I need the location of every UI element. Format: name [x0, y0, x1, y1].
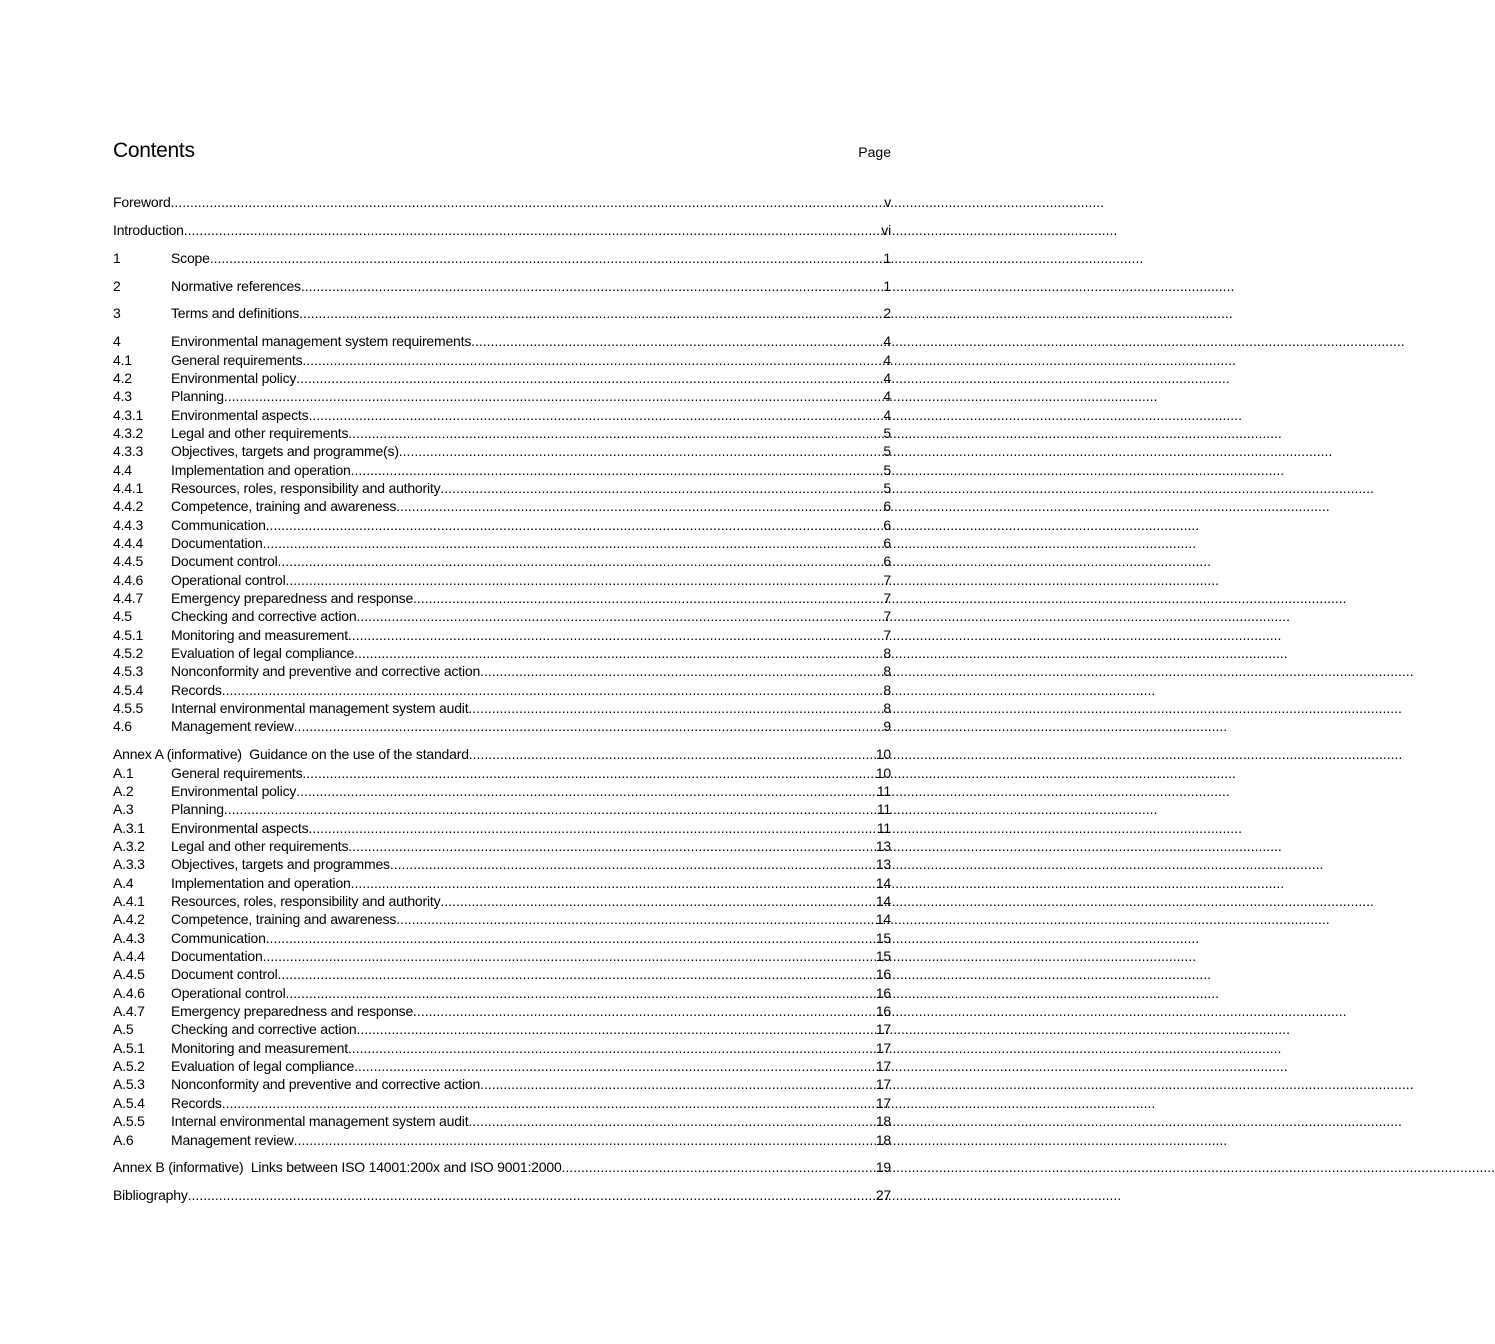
toc-entry-page-number: 1	[883, 249, 891, 266]
toc-entry[interactable]	[113, 221, 891, 239]
toc-entry-number: A.3.3	[113, 856, 145, 873]
toc-entry-number: A.4.6	[113, 984, 145, 1001]
toc-entry-title: Objectives, targets and programmes	[171, 856, 390, 873]
toc-entry-number: A.4.4	[113, 948, 145, 965]
toc-entry-title: Resources, roles, responsibility and authority	[171, 479, 441, 496]
toc-entry-title: Normative references	[171, 277, 301, 294]
toc-entry[interactable]	[113, 406, 891, 424]
toc-entry-page-number: 4	[883, 406, 891, 423]
toc-entry[interactable]	[113, 984, 891, 1002]
dot-leader	[278, 965, 875, 983]
toc-entry-title: Objectives, targets and programme(s)	[171, 443, 399, 460]
toc-entry-page-number: 11	[876, 819, 891, 836]
dot-leader	[263, 534, 883, 552]
toc-entry-title: Management review	[171, 1131, 294, 1148]
toc-entry[interactable]	[113, 571, 891, 589]
toc-entry-number: 4.3.3	[113, 443, 144, 460]
toc-entry[interactable]	[113, 662, 891, 680]
toc-entry-number: A.5.2	[113, 1058, 145, 1075]
toc-entry[interactable]	[113, 304, 891, 322]
toc-entry[interactable]	[113, 1020, 891, 1038]
toc-entry-page-number: 7	[883, 590, 891, 607]
toc-entry-title: Checking and corrective action	[171, 608, 357, 625]
annex-informative-label: (informative)	[166, 746, 242, 763]
toc-entry[interactable]	[113, 626, 891, 644]
dot-leader	[469, 745, 875, 763]
toc-entry-page-number: 4	[883, 369, 891, 386]
toc-entry-number: A.2	[113, 782, 134, 799]
dot-leader	[351, 461, 883, 479]
toc-entry-title: Resources, roles, responsibility and authority	[171, 893, 441, 910]
toc-entry-number: 4.4	[113, 461, 132, 478]
toc-entry[interactable]	[113, 1002, 891, 1020]
toc-entry-page-number: 16	[875, 966, 891, 983]
toc-entry-title: Planning	[171, 801, 224, 818]
toc-entry-number: A.4.3	[113, 929, 145, 946]
toc-entry-title: Operational control	[171, 571, 286, 588]
toc-entry-title: Monitoring and measurement	[171, 626, 348, 643]
toc-entry[interactable]	[113, 497, 891, 515]
toc-entry-number: A.4.2	[113, 911, 145, 928]
toc-entry[interactable]	[113, 1039, 891, 1057]
dot-leader	[210, 249, 883, 267]
toc-entry-page-number: 7	[883, 571, 891, 588]
toc-entry-title: Operational control	[171, 984, 286, 1001]
dot-leader	[562, 1158, 875, 1176]
toc-entry-title: Checking and corrective action	[171, 1021, 357, 1038]
toc-entry-title: Documentation	[171, 948, 263, 965]
annex-title: Links between ISO 14001:200x and ISO 9001:2000	[250, 1159, 562, 1176]
dot-leader	[480, 1075, 875, 1093]
toc-entry[interactable]	[113, 351, 891, 369]
toc-entry-title: Communication	[171, 516, 266, 533]
toc-entry[interactable]	[113, 193, 891, 211]
contents-page	[113, 139, 891, 1205]
dot-leader	[302, 351, 882, 369]
toc-entry-number: A.4.7	[113, 1003, 145, 1020]
toc-entry-page-number: 4	[883, 388, 891, 405]
toc-entry[interactable]	[113, 800, 891, 818]
dot-leader	[222, 681, 883, 699]
toc-entry-title: Nonconformity and preventive and corrective action	[171, 663, 481, 680]
toc-entry-number: 4.4.6	[113, 571, 144, 588]
toc-entry-number: A.4.1	[113, 893, 145, 910]
toc-entry-number: 4	[113, 333, 121, 350]
toc-entry[interactable]	[113, 369, 891, 387]
dot-leader	[480, 662, 882, 680]
toc-entry[interactable]	[113, 516, 891, 534]
toc-entry[interactable]	[113, 965, 891, 983]
toc-entry[interactable]	[113, 552, 891, 570]
toc-entry[interactable]	[113, 1158, 891, 1176]
toc-entry[interactable]	[113, 424, 891, 442]
toc-entry-number: 4.5.2	[113, 645, 144, 662]
toc-entry-page-number: 13	[875, 856, 891, 873]
toc-entry-title: Internal environmental management system audit	[171, 700, 469, 717]
toc-entry[interactable]	[113, 332, 891, 350]
toc-entry-number: 4.4.7	[113, 590, 144, 607]
toc-entry-page-number: 18	[875, 1131, 891, 1148]
toc-entry-number: A.4.5	[113, 966, 145, 983]
toc-entry[interactable]	[113, 607, 891, 625]
toc-entry-number: A.5	[113, 1021, 134, 1038]
dot-leader	[222, 1094, 875, 1112]
toc-entry-title: Document control	[171, 553, 278, 570]
toc-entry-number: 4.5.1	[113, 626, 144, 643]
toc-entry[interactable]	[113, 947, 891, 965]
toc-entry[interactable]	[113, 717, 891, 735]
dot-leader	[351, 874, 875, 892]
toc-entry-title: Environmental aspects	[171, 406, 309, 423]
toc-entry-title: Emergency preparedness and response	[171, 590, 414, 607]
toc-entry[interactable]	[113, 461, 891, 479]
toc-entry-title: Implementation and operation	[171, 874, 351, 891]
toc-entry-page-number: 16	[875, 1003, 891, 1020]
toc-entry-page-number: 17	[875, 1058, 891, 1075]
toc-entry-title: Environmental policy	[171, 782, 297, 799]
toc-entry-number: 4.3.1	[113, 406, 144, 423]
annex-label: Annex B	[113, 1159, 165, 1176]
toc-entry-title: Management review	[171, 718, 294, 735]
toc-entry-page-number: 6	[883, 535, 891, 551]
toc-entry-title: Environmental aspects	[171, 819, 309, 836]
annex-label: Annex A	[113, 746, 163, 763]
toc-entry-number: A.4	[113, 874, 134, 891]
dot-leader	[301, 277, 883, 295]
toc-entry-page-number: 17	[875, 1021, 891, 1038]
toc-entry-page-number: 17	[875, 1076, 891, 1093]
toc-entry-title: Monitoring and measurement	[171, 1039, 348, 1056]
toc-entry-number: 4.3	[113, 388, 132, 405]
toc-entry-title: Scope	[171, 249, 210, 266]
toc-entry-number: A.3.2	[113, 838, 145, 854]
toc-entry-title: Legal and other requirements	[171, 838, 349, 854]
page-column-label: Page	[858, 144, 891, 160]
toc-entry-number: A.6	[113, 1131, 134, 1148]
toc-entry[interactable]	[113, 819, 891, 837]
toc-entry-number: 4.5.5	[113, 700, 144, 717]
dot-leader	[356, 1020, 874, 1038]
toc-entry-page-number: 5	[883, 461, 891, 478]
toc-entry-number: 4.4.5	[113, 553, 144, 570]
toc-entry[interactable]	[113, 644, 891, 662]
toc-entry-title: Implementation and operation	[171, 461, 351, 478]
dot-leader	[396, 497, 882, 515]
dot-leader	[184, 221, 881, 239]
toc-entry-page-number: 9	[883, 718, 891, 735]
toc-entry-page-number: vi	[881, 221, 891, 238]
dot-leader	[296, 369, 882, 387]
toc-entry[interactable]	[113, 699, 891, 717]
dot-leader	[286, 984, 875, 1002]
toc-entry-number: 4.4.1	[113, 479, 144, 496]
toc-entry-page-number: 14	[875, 893, 891, 910]
toc-entry-number: 4.5.4	[113, 681, 144, 698]
toc-entry[interactable]	[113, 249, 891, 267]
dot-leader	[440, 479, 882, 497]
dot-leader	[224, 800, 876, 818]
toc-entry-page-number: 4	[883, 351, 891, 368]
toc-entry-page-number: 4	[883, 333, 891, 350]
toc-entry-number: A.5.3	[113, 1076, 145, 1093]
toc-entry-page-number: 6	[883, 516, 891, 533]
dot-leader	[348, 1039, 875, 1057]
dot-leader	[278, 552, 883, 570]
table-of-contents	[113, 193, 891, 1205]
toc-entry-title: Document control	[171, 966, 278, 983]
toc-entry-number: A.3	[113, 801, 134, 818]
toc-entry-page-number: v	[884, 194, 891, 210]
dot-leader	[266, 516, 883, 534]
dot-leader	[299, 304, 882, 322]
toc-entry-title: Evaluation of legal compliance	[171, 1058, 355, 1075]
toc-entry[interactable]	[113, 855, 891, 873]
toc-entry-page-number: 8	[883, 700, 891, 717]
toc-entry-title: Environmental policy	[171, 369, 297, 386]
toc-entry-page-number: 2	[883, 305, 891, 322]
toc-entry-page-number: 5	[883, 424, 891, 441]
toc-entry-number: A.3.1	[113, 819, 145, 836]
toc-entry-page-number: 11	[876, 782, 891, 799]
toc-entry[interactable]	[113, 892, 891, 910]
toc-entry-title: Environmental management system requirements	[171, 333, 472, 350]
toc-entry-title: General requirements	[171, 351, 303, 368]
dot-leader	[468, 699, 882, 717]
toc-entry[interactable]	[113, 1057, 891, 1075]
toc-entry-page-number: 10	[875, 764, 891, 781]
toc-entry-title: Records	[171, 681, 222, 698]
toc-entry[interactable]	[113, 681, 891, 699]
annex-informative-label: (informative)	[168, 1159, 244, 1176]
dot-leader	[266, 929, 875, 947]
toc-entry-number: 1	[113, 249, 121, 266]
dot-leader	[308, 819, 875, 837]
toc-entry-number: 4.5.3	[113, 663, 144, 680]
toc-entry-title: Competence, training and awareness	[171, 498, 397, 515]
dot-leader	[471, 332, 882, 350]
dot-leader	[399, 442, 883, 460]
toc-entry[interactable]	[113, 782, 891, 800]
toc-entry-page-number: 11	[876, 801, 891, 818]
toc-entry-page-number: 19	[875, 1159, 891, 1176]
toc-entry-page-number: 13	[875, 838, 891, 854]
toc-entry-title: Evaluation of legal compliance	[171, 645, 355, 662]
toc-entry[interactable]	[113, 387, 891, 405]
toc-entry-number: A.5.1	[113, 1039, 145, 1056]
toc-entry-number: A.5.5	[113, 1113, 145, 1130]
toc-entry-number: 2	[113, 277, 121, 294]
annex-title: Guidance on the use of the standard	[249, 746, 469, 763]
toc-entry-title: Foreword	[113, 194, 171, 210]
toc-entry-title: Communication	[171, 929, 266, 946]
toc-entry-title: Terms and definitions	[171, 305, 300, 322]
toc-entry[interactable]	[113, 589, 891, 607]
toc-entry-page-number: 17	[875, 1094, 891, 1111]
toc-entry[interactable]	[113, 1186, 891, 1204]
toc-entry-number: 3	[113, 305, 121, 322]
toc-entry-page-number: 27	[875, 1187, 891, 1204]
contents-header	[113, 139, 891, 179]
toc-entry[interactable]	[113, 745, 891, 763]
dot-leader	[396, 910, 875, 928]
dot-leader	[390, 855, 875, 873]
toc-entry[interactable]	[113, 442, 891, 460]
dot-leader	[348, 837, 875, 855]
dot-leader	[440, 892, 874, 910]
toc-entry-page-number: 15	[875, 929, 891, 946]
toc-entry-number: 4.4.3	[113, 516, 144, 533]
toc-entry-page-number: 8	[883, 663, 891, 680]
toc-entry-number: 4.6	[113, 718, 132, 735]
toc-entry-page-number: 14	[875, 874, 891, 891]
toc-entry-title: Competence, training and awareness	[171, 911, 397, 928]
toc-entry-number: 4.4.2	[113, 498, 144, 515]
toc-entry[interactable]	[113, 277, 891, 295]
dot-leader	[263, 947, 875, 965]
dot-leader	[224, 387, 883, 405]
dot-leader	[413, 589, 882, 607]
toc-entry[interactable]	[113, 1131, 891, 1149]
page-title: Contents	[113, 139, 195, 162]
dot-leader	[354, 644, 882, 662]
dot-leader	[348, 424, 882, 442]
toc-entry-title	[113, 745, 469, 763]
dot-leader	[294, 717, 883, 735]
toc-entry-page-number: 8	[883, 681, 891, 698]
toc-entry-number: A.1	[113, 764, 134, 781]
toc-entry-number: 4.3.2	[113, 424, 144, 441]
toc-entry-page-number: 6	[883, 553, 891, 570]
toc-entry-page-number: 10	[875, 746, 891, 763]
toc-entry-page-number: 1	[883, 277, 891, 294]
dot-leader	[296, 782, 876, 800]
toc-entry-number: 4.5	[113, 608, 132, 625]
dot-leader	[356, 607, 882, 625]
toc-entry[interactable]	[113, 929, 891, 947]
toc-entry-page-number: 8	[883, 645, 891, 662]
toc-entry-number: 4.1	[113, 351, 132, 368]
toc-entry[interactable]	[113, 1112, 891, 1130]
toc-entry[interactable]	[113, 837, 891, 855]
toc-entry-title	[113, 1158, 562, 1176]
toc-entry-page-number: 6	[883, 498, 891, 515]
toc-entry-title: Nonconformity and preventive and corrective action	[171, 1076, 481, 1093]
toc-entry-page-number: 5	[883, 443, 891, 460]
toc-entry-title: Documentation	[171, 535, 263, 551]
dot-leader	[188, 1186, 875, 1204]
toc-entry-page-number: 14	[875, 911, 891, 928]
toc-entry[interactable]	[113, 910, 891, 928]
toc-entry-title: Emergency preparedness and response	[171, 1003, 414, 1020]
dot-leader	[308, 406, 882, 424]
toc-entry-title: Legal and other requirements	[171, 424, 349, 441]
dot-leader	[354, 1057, 875, 1075]
toc-entry-page-number: 7	[883, 608, 891, 625]
toc-entry[interactable]	[113, 534, 891, 552]
toc-entry-title: Planning	[171, 388, 224, 405]
toc-entry-page-number: 5	[883, 479, 891, 496]
toc-entry[interactable]	[113, 1075, 891, 1093]
toc-entry-title: General requirements	[171, 764, 303, 781]
toc-entry-title: Bibliography	[113, 1187, 188, 1204]
dot-leader	[413, 1002, 875, 1020]
toc-entry-page-number: 16	[875, 984, 891, 1001]
toc-entry-number: A.5.4	[113, 1094, 145, 1111]
toc-entry-page-number: 17	[875, 1039, 891, 1056]
toc-entry-title: Introduction	[113, 221, 184, 238]
toc-entry[interactable]	[113, 1094, 891, 1112]
toc-entry[interactable]	[113, 874, 891, 892]
toc-entry-page-number: 7	[883, 626, 891, 643]
toc-entry-page-number: 18	[875, 1113, 891, 1130]
toc-entry-title: Records	[171, 1094, 222, 1111]
toc-entry-page-number: 15	[875, 948, 891, 965]
dot-leader	[468, 1112, 874, 1130]
toc-entry-number: 4.2	[113, 369, 132, 386]
dot-leader	[286, 571, 883, 589]
dot-leader	[348, 626, 883, 644]
dot-leader	[302, 764, 874, 782]
dot-leader	[294, 1131, 875, 1149]
toc-entry-title: Internal environmental management system audit	[171, 1113, 469, 1130]
dot-leader	[171, 193, 884, 211]
toc-entry-number: 4.4.4	[113, 535, 144, 551]
toc-entry[interactable]	[113, 479, 891, 497]
toc-entry[interactable]	[113, 764, 891, 782]
